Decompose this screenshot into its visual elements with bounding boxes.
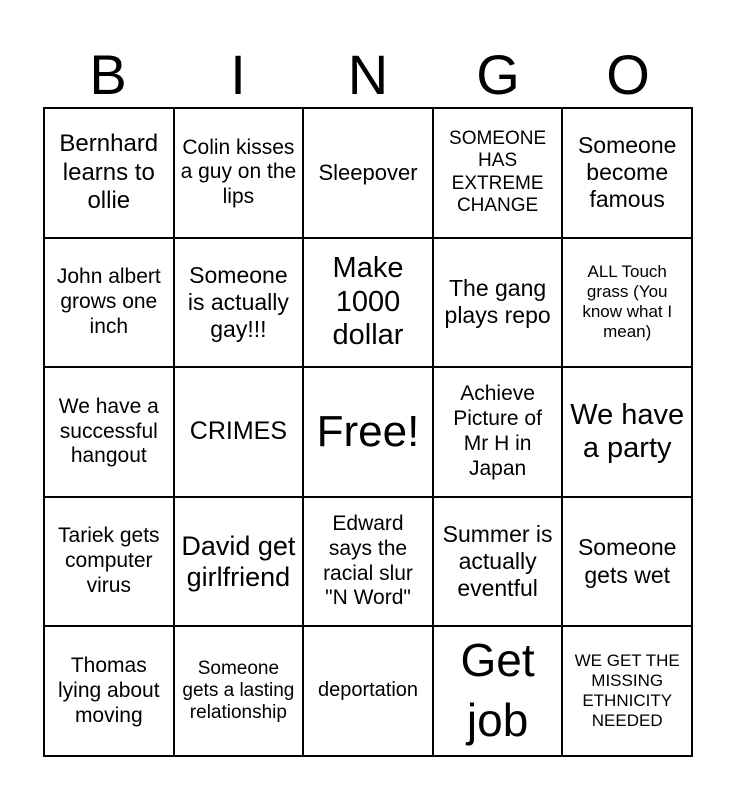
bingo-cell[interactable]: Make 1000 dollar	[303, 238, 433, 368]
bingo-cell[interactable]: Bernhard learns to ollie	[44, 108, 174, 238]
bingo-cell[interactable]: Achieve Picture of Mr H in Japan	[433, 367, 563, 497]
bingo-cell[interactable]: Edward says the racial slur "N Word"	[303, 497, 433, 627]
bingo-cell[interactable]: Tariek gets computer virus	[44, 497, 174, 627]
bingo-header	[43, 42, 693, 108]
bingo-cell[interactable]: Someone gets a lasting relationship	[174, 626, 304, 756]
bingo-cell[interactable]: Someone become famous	[562, 108, 692, 238]
bingo-cell[interactable]: Get job	[433, 626, 563, 756]
bingo-cell[interactable]: CRIMES	[174, 367, 304, 497]
bingo-cell[interactable]: WE GET THE MISSING ETHNICITY NEEDED	[562, 626, 692, 756]
bingo-cell[interactable]: Summer is actually eventful	[433, 497, 563, 627]
bingo-cell[interactable]: Someone is actually gay!!!	[174, 238, 304, 368]
bingo-cell[interactable]: Thomas lying about moving	[44, 626, 174, 756]
bingo-cell[interactable]: We have a successful hangout	[44, 367, 174, 497]
header-letter-i: I	[230, 43, 246, 106]
bingo-cell[interactable]: The gang plays repo	[433, 238, 563, 368]
header-letter-o: O	[606, 43, 650, 106]
bingo-cell[interactable]: We have a party	[562, 367, 692, 497]
bingo-cell[interactable]: deportation	[303, 626, 433, 756]
bingo-cell[interactable]: SOMEONE HAS EXTREME CHANGE	[433, 108, 563, 238]
header-letter-g: G	[476, 43, 520, 106]
bingo-cell[interactable]: David get girlfriend	[174, 497, 304, 627]
bingo-cell[interactable]: John albert grows one inch	[44, 238, 174, 368]
bingo-cell[interactable]: Colin kisses a guy on the lips	[174, 108, 304, 238]
bingo-cell-free[interactable]: Free!	[303, 367, 433, 497]
header-letter-b: B	[89, 43, 127, 106]
bingo-cell[interactable]: Sleepover	[303, 108, 433, 238]
bingo-board	[43, 107, 693, 757]
bingo-cell[interactable]: ALL Touch grass (You know what I mean)	[562, 238, 692, 368]
header-letter-n: N	[347, 43, 389, 106]
bingo-cell[interactable]: Someone gets wet	[562, 497, 692, 627]
